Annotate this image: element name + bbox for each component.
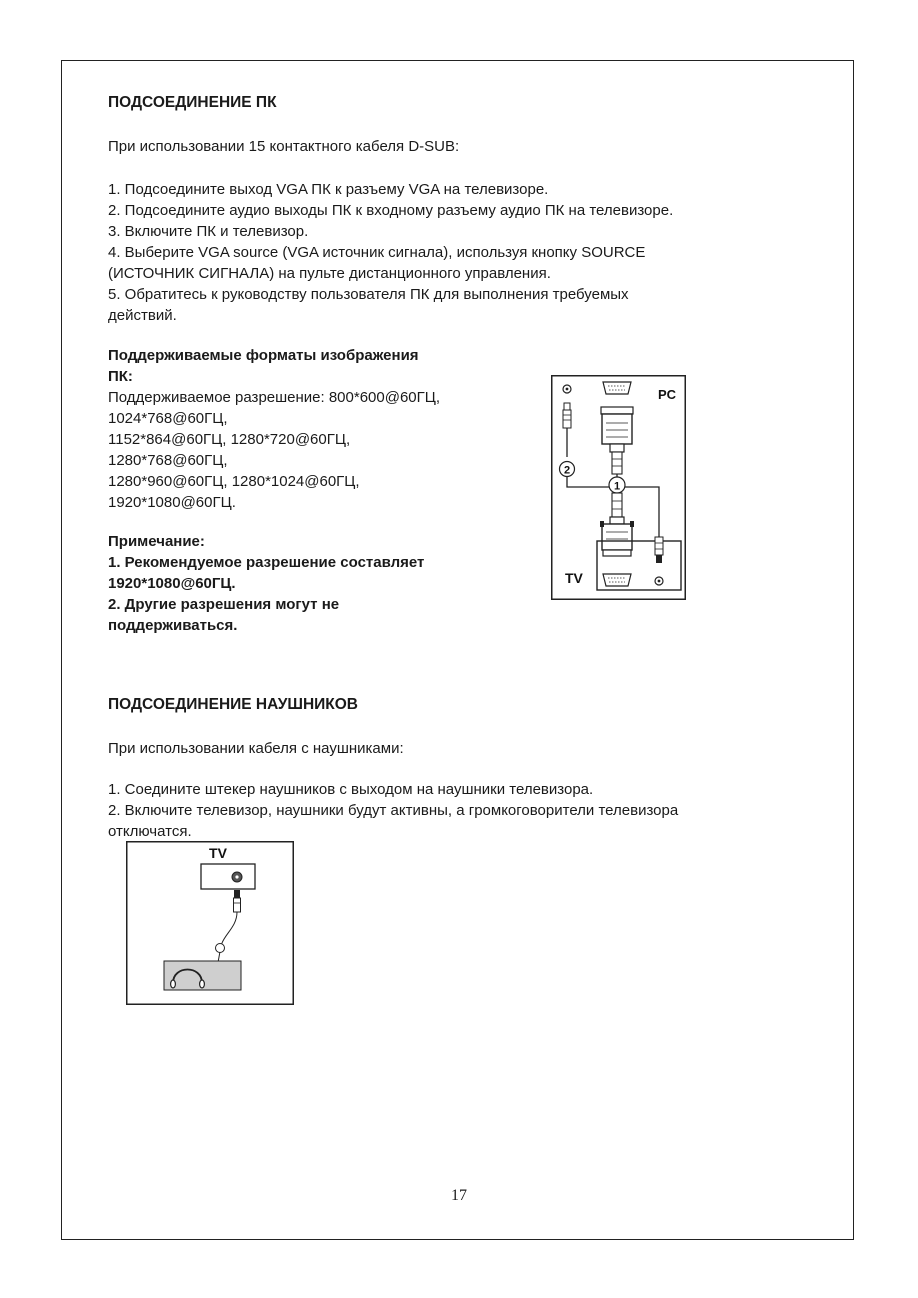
format-line: 1280*768@60ГЦ, xyxy=(108,452,228,469)
headphone-plug-icon xyxy=(234,890,241,912)
headphone-step: 1. Соедините штекер наушников с выходом на наушники телевизора. xyxy=(108,781,594,798)
note-line: 1920*1080@60ГЦ. xyxy=(108,575,236,592)
format-line: 1152*864@60ГЦ, 1280*720@60ГЦ, xyxy=(108,431,351,448)
pc-section xyxy=(108,93,277,113)
formats-heading-cont: ПК: xyxy=(108,368,133,385)
headphone-step: 2. Включите телевизор, наушники будут активны, а громкоговорители телевизора xyxy=(108,802,679,819)
pc-connection-diagram xyxy=(551,375,686,600)
note-line: поддерживаться. xyxy=(108,617,238,634)
pc-section-heading: ПОДСОЕДИНЕНИЕ ПК xyxy=(108,94,277,111)
pc-step: (ИСТОЧНИК СИГНАЛА) на пульте дистанционного управления. xyxy=(108,265,551,282)
page-number: 17 xyxy=(451,1187,467,1204)
marker-2-label: 2 xyxy=(563,464,571,477)
format-line: 1920*1080@60ГЦ. xyxy=(108,494,236,511)
pc-step: 4. Выберите VGA source (VGA источник сигнала), используя кнопку SOURCE xyxy=(108,244,646,261)
format-line: 1024*768@60ГЦ, xyxy=(108,410,228,427)
pc-step: действий. xyxy=(108,307,177,324)
pc-intro xyxy=(108,136,459,157)
note-line: 1. Рекомендуемое разрешение составляет xyxy=(108,554,425,571)
pc-step: 5. Обратитесь к руководству пользователя ПК для выполнения требуемых xyxy=(108,286,629,303)
note-block xyxy=(108,531,528,636)
diagram-tv-label: TV xyxy=(209,845,227,861)
format-line: Поддерживаемое разрешение: 800*600@60ГЦ, xyxy=(108,389,441,406)
pc-intro-text: При использовании 15 контактного кабеля D-SUB: xyxy=(108,138,460,155)
headphone-step: отключатся. xyxy=(108,823,192,840)
headphone-intro xyxy=(108,738,404,759)
diagram-pc-label: PC xyxy=(658,387,677,402)
headphone-connection-diagram xyxy=(126,841,294,1005)
headphone-section-heading: ПОДСОЕДИНЕНИЕ НАУШНИКОВ xyxy=(108,696,358,713)
note-heading: Примечание: xyxy=(108,533,205,550)
pc-steps-list xyxy=(108,179,828,326)
note-line: 2. Другие разрешения могут не xyxy=(108,596,340,613)
audio-plug-bottom-icon xyxy=(655,537,663,563)
diagram-tv-label: TV xyxy=(565,570,583,586)
formats-block xyxy=(108,345,528,513)
pc-step: 1. Подсоедините выход VGA ПК к разъему VGA на телевизоре. xyxy=(108,181,549,198)
headphone-intro-text: При использовании кабеля с наушниками: xyxy=(108,740,404,757)
formats-heading: Поддерживаемые форматы изображения xyxy=(108,347,419,364)
marker-1-label: 1 xyxy=(613,480,621,493)
format-line: 1280*960@60ГЦ, 1280*1024@60ГЦ, xyxy=(108,473,360,490)
headphone-section xyxy=(108,695,358,715)
pc-step: 3. Включите ПК и телевизор. xyxy=(108,223,309,240)
headphone-steps-list xyxy=(108,779,828,842)
pc-step: 2. Подсоедините аудио выходы ПК к входному разъему аудио ПК на телевизоре. xyxy=(108,202,674,219)
tv-panel xyxy=(201,864,255,889)
